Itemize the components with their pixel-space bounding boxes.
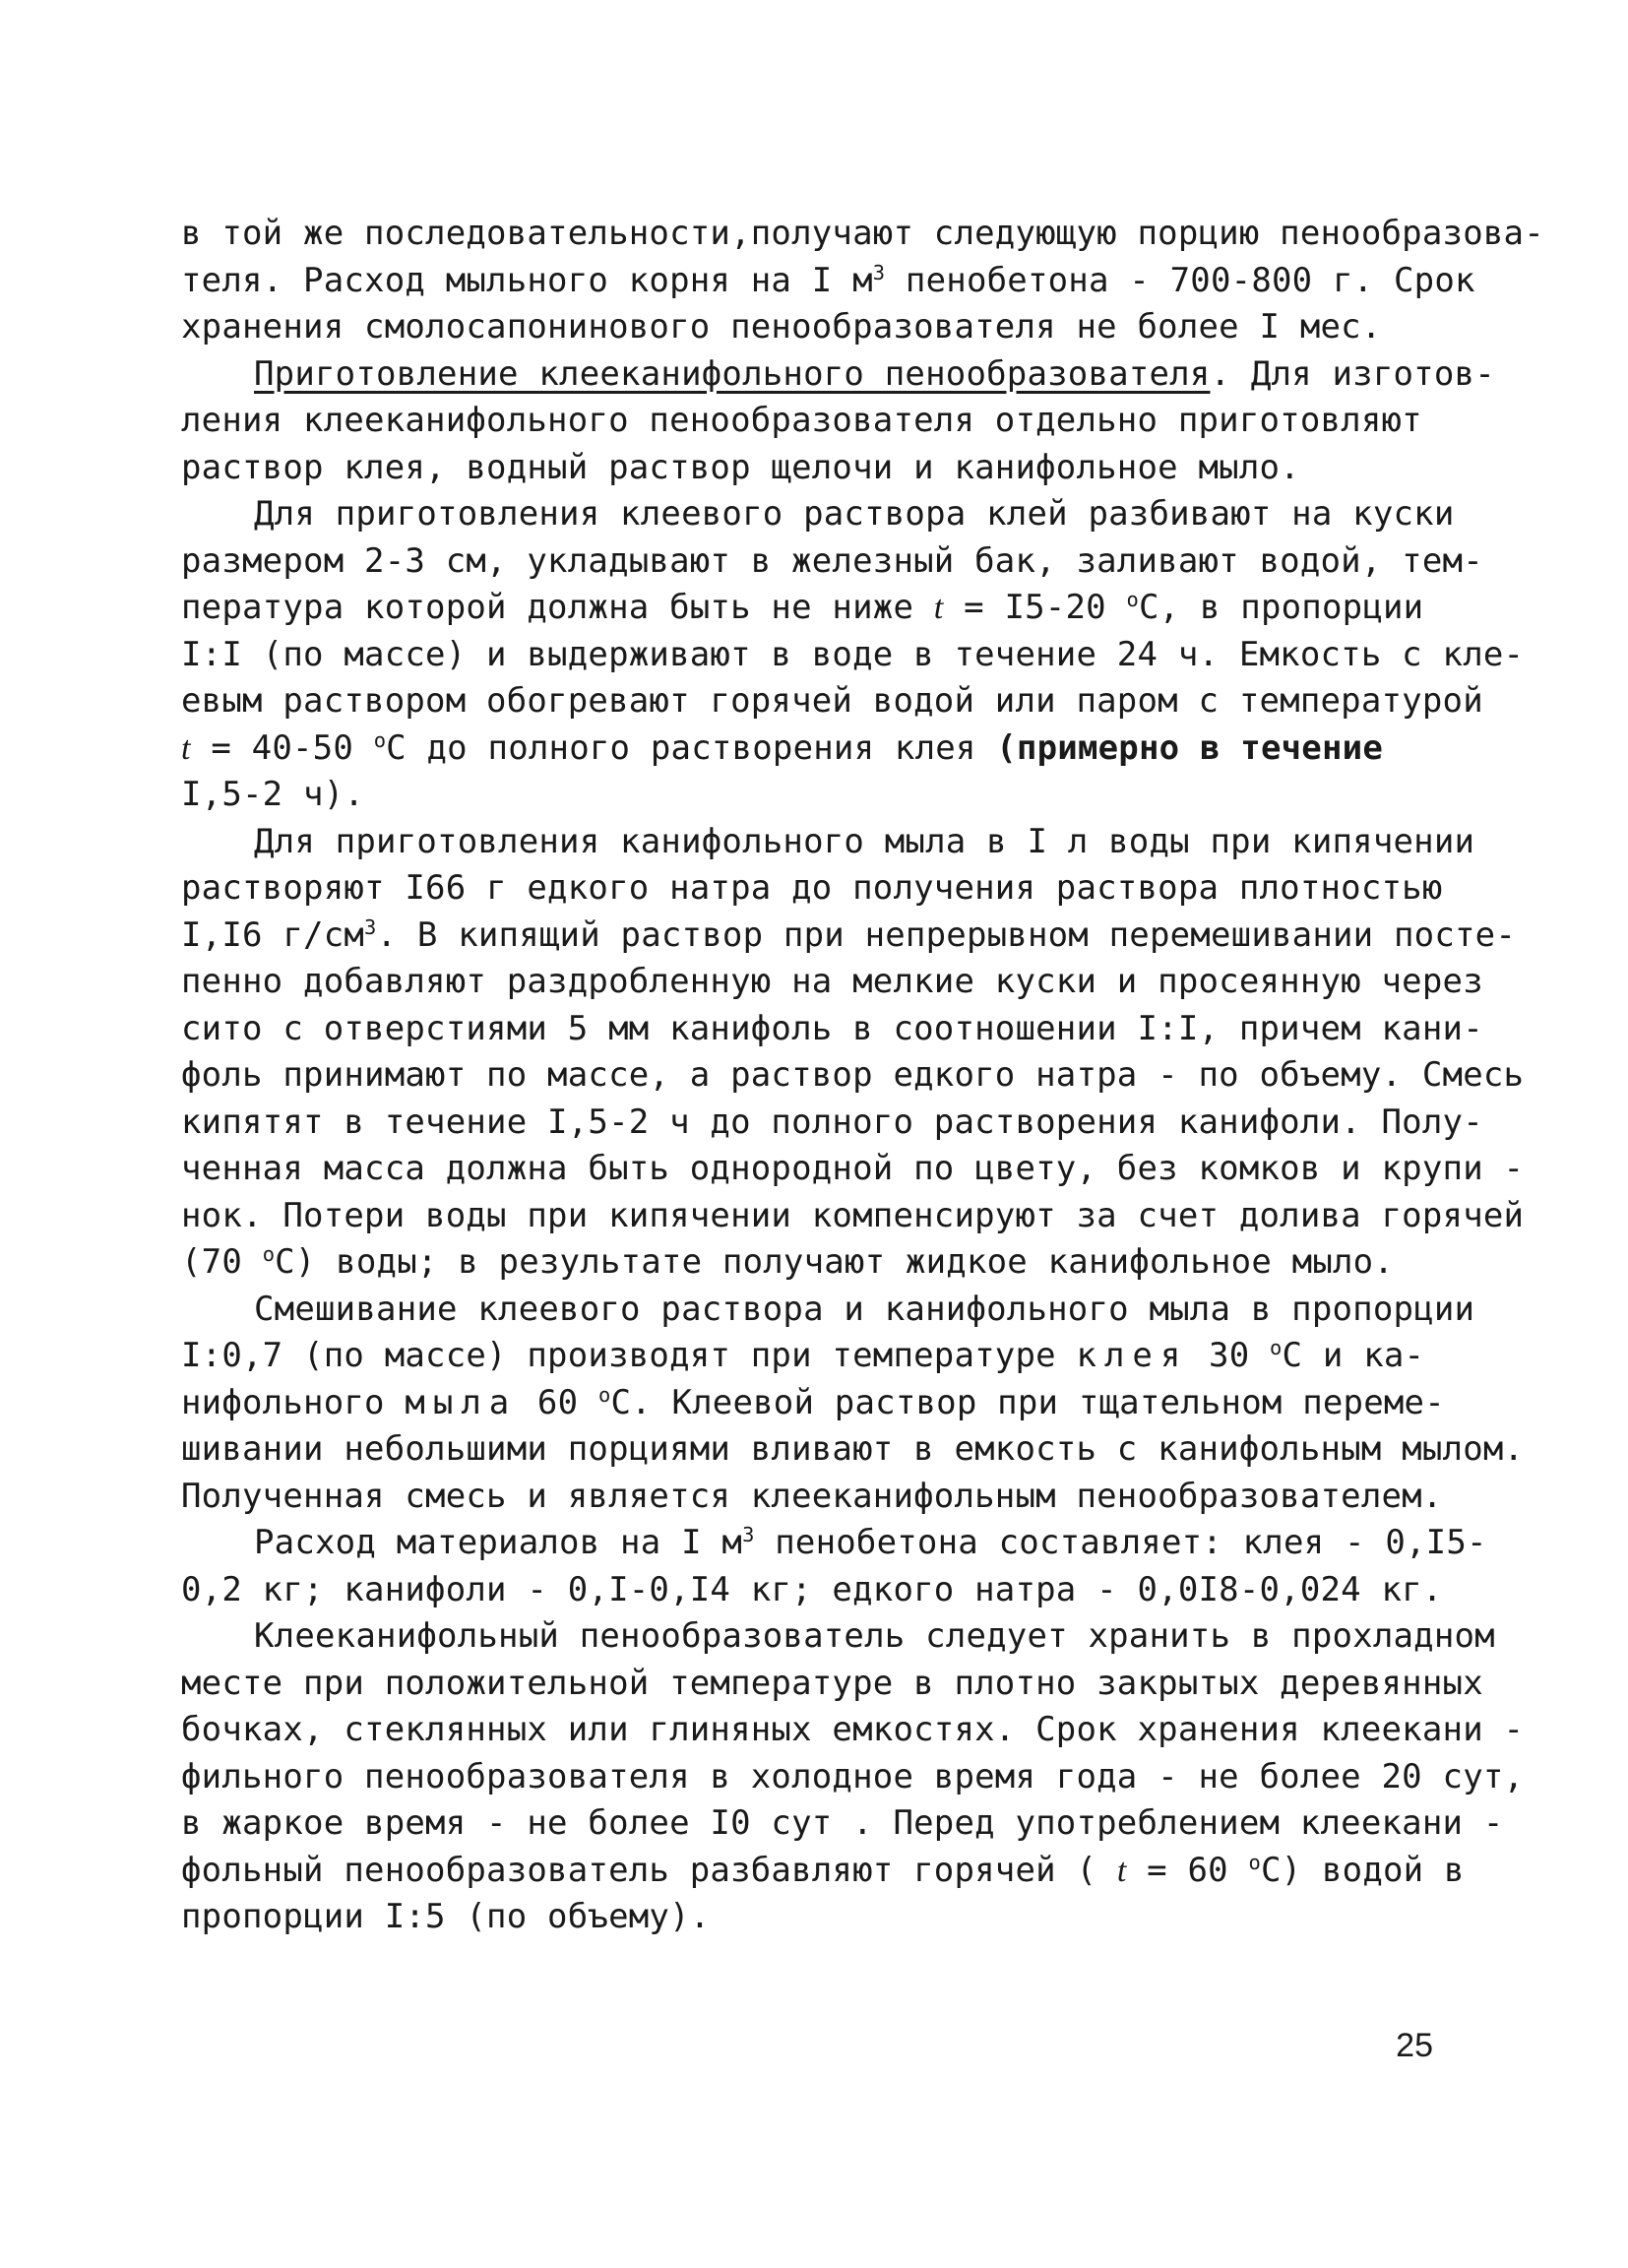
text-line xyxy=(181,211,1544,258)
text-line xyxy=(181,1333,1441,1380)
superscript: о xyxy=(373,727,387,752)
text-segment: = 40-50 xyxy=(190,727,374,768)
text-segment: Смешивание клеевого раствора и канифольного мыла в пропорции xyxy=(254,1289,1475,1329)
superscript: 3 xyxy=(872,260,886,284)
text-segment: шивании небольшими порциями вливают в емкость с канифольным мылом. xyxy=(181,1429,1525,1469)
text-line xyxy=(181,1707,1525,1754)
text-segment: I:I (по массе) и выдерживают в воде в течение 24 ч. Емкость с кле- xyxy=(181,634,1525,674)
superscript: 3 xyxy=(364,914,377,939)
text-segment: пропорции I:5 (по объему). xyxy=(181,1897,711,1936)
text-line xyxy=(181,1613,1495,1661)
text-segment: в жаркое время - не более I0 сут . Перед употреблением клеекани - xyxy=(181,1803,1504,1843)
text-segment: Для приготовления канифольного мыла в I л воды при кипячении xyxy=(254,821,1475,861)
text-segment: размером 2-3 см, укладывают в железный бак, заливают водой, тем- xyxy=(181,540,1483,581)
superscript: о xyxy=(262,1241,276,1266)
text-segment: = I5-20 xyxy=(943,588,1127,627)
text-line xyxy=(181,398,1441,445)
text-line xyxy=(181,913,1517,960)
text-segment: I:0,7 (по массе) производят при температуре xyxy=(181,1336,1077,1375)
text-line xyxy=(181,1474,1441,1521)
text-segment: Для приготовления клеевого раствора клей разбивают на куски xyxy=(254,494,1455,534)
text-segment: нифольного xyxy=(181,1382,406,1422)
text-segment: t xyxy=(181,729,191,767)
text-line xyxy=(181,959,1483,1006)
text-segment: Расход материалов на I м xyxy=(254,1523,743,1562)
text-segment: пература которой должна быть не ниже xyxy=(181,588,934,627)
text-segment: растворяют I66 г едкого натра до получения раствора плотностью xyxy=(181,868,1443,908)
text-segment: ления клееканифольного пенообразователя отдельно приготовляют xyxy=(181,401,1422,440)
text-segment: С. Клеевой раствор при тщательном переме- xyxy=(610,1382,1445,1422)
text-segment: Приготовление клееканифольного пенообразователя xyxy=(254,353,1211,394)
text-segment: = 60 xyxy=(1126,1850,1249,1890)
text-segment: С до полного растворения клея xyxy=(386,727,997,768)
text-segment: ченная масса должна быть однородной по цвету, без комков и крупи - xyxy=(181,1149,1525,1188)
text-line xyxy=(181,1800,1504,1848)
text-segment: мыла xyxy=(405,1382,518,1422)
text-segment: t xyxy=(933,590,944,626)
page-number: 25 xyxy=(1396,2027,1433,2064)
text-line xyxy=(181,1100,1483,1147)
text-segment: . В кипящий раствор при непрерывном перемешивании посте- xyxy=(376,914,1517,955)
superscript: о xyxy=(1270,1335,1283,1359)
text-segment: раствор клея, водный раствор щелочи и канифольное мыло. xyxy=(181,447,1300,487)
text-line xyxy=(181,1426,1525,1474)
text-segment: в той же последовательности,получают следующую порцию пенообразова- xyxy=(181,214,1544,253)
text-line xyxy=(181,538,1483,586)
text-segment: евым раствором обогревают горячей водой или паром с температурой xyxy=(181,681,1483,721)
text-line xyxy=(181,1193,1525,1240)
text-segment: С, в пропорции xyxy=(1138,588,1424,627)
text-line xyxy=(181,725,1441,773)
text-segment: пенобетона составляет: клея - 0,I5- xyxy=(754,1523,1487,1562)
text-line xyxy=(181,1894,1441,1941)
superscript: 3 xyxy=(742,1522,755,1546)
text-line xyxy=(181,865,1441,913)
text-line xyxy=(181,819,1475,866)
text-line xyxy=(181,1661,1483,1708)
body-text xyxy=(181,211,1544,1941)
text-segment: нок. Потери воды при кипячении компенсируют за счет долива горячей xyxy=(181,1195,1525,1235)
superscript: о xyxy=(1126,587,1139,611)
text-segment: . Для изготов- xyxy=(1210,353,1495,394)
text-line xyxy=(181,1754,1525,1801)
text-segment: пенно добавляют раздробленную на мелкие куски и просеянную через xyxy=(181,962,1483,1001)
text-line xyxy=(181,585,1441,632)
text-line xyxy=(181,491,1455,538)
superscript: о xyxy=(597,1382,611,1407)
text-line xyxy=(181,258,1475,305)
text-segment: С и ка- xyxy=(1282,1336,1425,1375)
text-line xyxy=(181,678,1483,725)
text-segment: Полученная смесь и является клееканифольным пенообразователем. xyxy=(181,1476,1443,1516)
text-line xyxy=(181,772,1441,819)
text-line xyxy=(181,1848,1465,1895)
text-segment: теля. Расход мыльного корня на I м xyxy=(181,260,873,300)
text-line xyxy=(181,304,1441,351)
text-segment: (примерно в течение xyxy=(996,727,1383,768)
text-segment: 0,2 кг; канифоли - 0,I-0,I4 кг; едкого натра - 0,0I8-0,024 кг. xyxy=(181,1569,1443,1609)
text-segment: хранения смолосапонинового пенообразователя не более I мес. xyxy=(181,307,1382,346)
text-line xyxy=(181,1520,1487,1567)
text-segment: фольный пенообразователь разбавляют горячей ( xyxy=(181,1850,1117,1890)
text-segment: С) водой в xyxy=(1260,1850,1465,1890)
text-line xyxy=(181,1006,1483,1053)
text-segment: фильного пенообразователя в холодное время года - не более 20 сут, xyxy=(181,1756,1525,1796)
text-segment: Клееканифольный пенообразователь следует хранить в прохладном xyxy=(254,1616,1495,1656)
text-segment: клея xyxy=(1076,1336,1189,1375)
text-segment: I,5-2 ч). xyxy=(181,775,365,814)
text-segment: t xyxy=(1116,1852,1127,1889)
text-line xyxy=(181,351,1495,399)
text-segment: месте при положительной температуре в плотно закрытых деревянных xyxy=(181,1663,1483,1703)
text-line xyxy=(181,632,1525,679)
text-line xyxy=(181,1567,1441,1614)
text-segment: 30 xyxy=(1188,1336,1271,1375)
text-segment: сито с отверстиями 5 мм канифоль в соотношении I:I, причем кани- xyxy=(181,1008,1483,1048)
text-segment: пенобетона - 700-800 г. Срок xyxy=(885,260,1475,300)
text-line xyxy=(181,1146,1525,1193)
text-line xyxy=(181,445,1441,492)
text-segment: бочках, стеклянных или глиняных емкостях. Срок хранения клеекани - xyxy=(181,1710,1525,1749)
text-line xyxy=(181,1380,1445,1427)
text-line xyxy=(181,1287,1475,1334)
text-segment: I,I6 г/см xyxy=(181,914,365,955)
superscript: о xyxy=(1248,1850,1261,1874)
text-line xyxy=(181,1052,1525,1100)
text-segment: С) воды; в результате получают жидкое канифольное мыло. xyxy=(275,1242,1395,1282)
text-segment: кипятят в течение I,5-2 ч до полного растворения канифоли. Полу- xyxy=(181,1102,1483,1142)
text-segment: 60 xyxy=(517,1382,598,1422)
text-segment: фоль принимают по массе, а раствор едкого натра - по объему. Смесь xyxy=(181,1055,1525,1095)
text-line xyxy=(181,1239,1441,1287)
text-segment: (70 xyxy=(181,1242,263,1282)
